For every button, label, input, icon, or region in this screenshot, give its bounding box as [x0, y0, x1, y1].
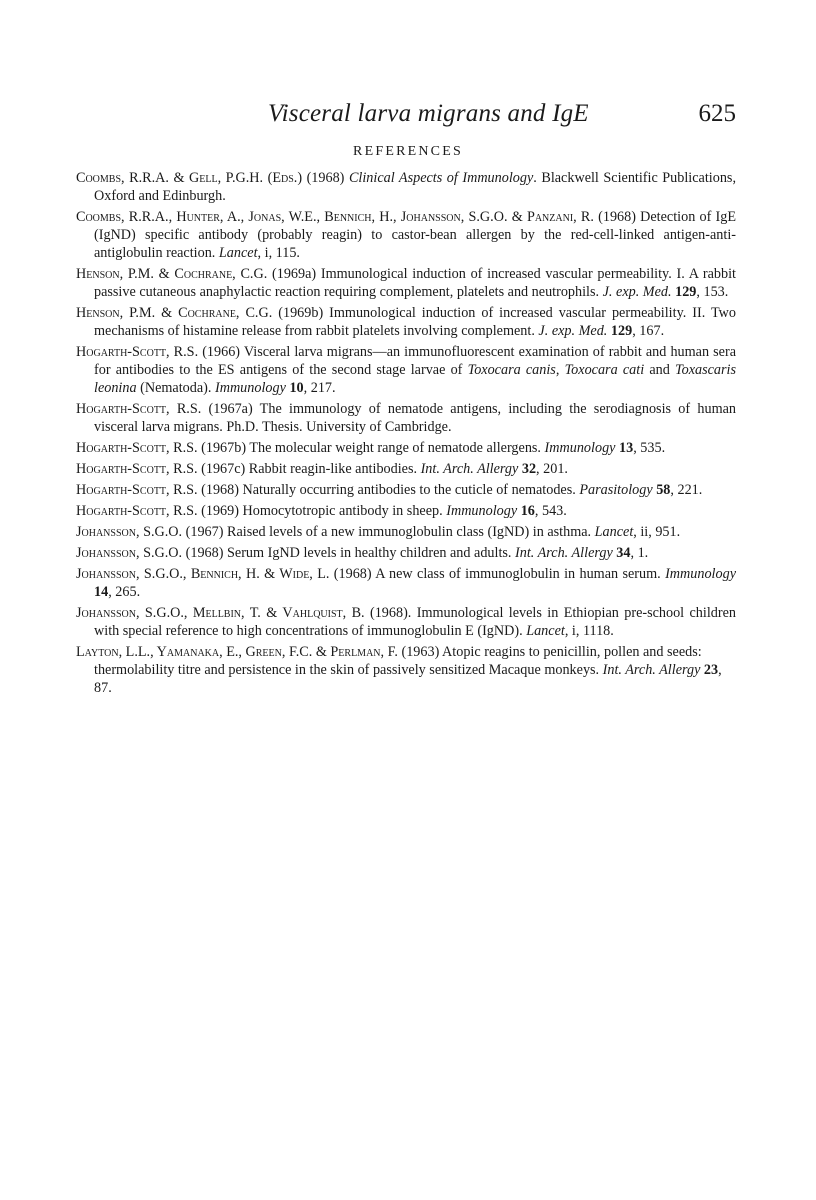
reference-hogarth-scott-1967b [76, 439, 736, 457]
ref-journal: Int. Arch. Allergy [602, 662, 701, 678]
ref-journal: Lancet [594, 524, 634, 540]
ref-volume: 58 [656, 482, 671, 498]
reference-hogarth-scott-1968 [76, 481, 736, 499]
ref-authors: Johansson, S.G.O., Mellbin, T. & Vahlquist, B. [76, 605, 365, 621]
ref-pages: , 217. [303, 380, 336, 396]
ref-journal: Lancet [218, 245, 258, 261]
reference-johansson-mellbin-1968 [76, 604, 736, 640]
ref-pages: , 543. [534, 503, 567, 519]
ref-text: (1968) A new class of immunoglobulin in human serum. [329, 566, 666, 582]
ref-text: (1968) [302, 170, 349, 186]
ref-volume: 16 [520, 503, 535, 519]
ref-text: , i, 115. [257, 245, 300, 261]
page-number: 625 [698, 100, 736, 127]
ref-text: (1968) Serum IgND levels in healthy children and adults. [182, 545, 516, 561]
ref-journal: Parasitology [579, 482, 653, 498]
ref-pages: , 265. [108, 584, 141, 600]
reference-johansson-bennich-wide-1968 [76, 565, 736, 601]
ref-volume: 13 [619, 440, 634, 456]
section-heading: REFERENCES [353, 144, 463, 159]
ref-authors: Johansson, S.G.O., Bennich, H. & Wide, L. [76, 566, 330, 582]
running-head [76, 100, 736, 136]
ref-text: (1967a) The immunology of nematode antigens, including the serodiagnosis of human visceral larva migrans. Ph.D. Thesis. University of Cambridge. [94, 401, 736, 435]
ref-text: (Nematoda). [136, 380, 215, 396]
ref-authors: Hogarth-Scott, R.S. [76, 482, 198, 498]
ref-text: (1968). Immunological levels in Ethiopian pre-school children with special reference to high concentrations of immunoglobulin E (IgND). [94, 605, 736, 639]
ref-journal: Immunology [544, 440, 616, 456]
ref-authors: Henson, P.M. & Cochrane, C.G. [76, 266, 268, 282]
ref-text: (1969a) Immunological induction of increased vascular permeability. I. A rabbit passive cutaneous anaphylactic reaction requiring complement, platelets and neutrophils. [94, 266, 736, 300]
ref-journal: Int. Arch. Allergy [515, 545, 613, 561]
ref-text: (1967b) The molecular weight range of nematode allergens. [197, 440, 545, 456]
ref-authors: Coombs, R.R.A., Hunter, A., Jonas, W.E., Bennich, H., Johansson, S.G.O. & Panzani, R. [76, 209, 594, 225]
ref-volume: 129 [610, 323, 633, 339]
ref-volume: 34 [616, 545, 631, 561]
ref-authors: Henson, P.M. & Cochrane, C.G. [76, 305, 273, 321]
reference-johansson-1967 [76, 523, 736, 541]
ref-text: (1967) Raised levels of a new immunoglobulin class (IgND) in asthma. [182, 524, 595, 540]
ref-text: (1969b) Immunological induction of increased vascular permeability. II. Two mechanisms of histamine release from rabbit platelets involving complement. [94, 305, 737, 339]
ref-volume: 129 [675, 284, 697, 300]
ref-text: and [644, 362, 676, 378]
ref-authors: Hogarth-Scott, R.S. [76, 503, 198, 519]
ref-text: (1969) Homocytotropic antibody in sheep. [197, 503, 447, 519]
ref-volume: 14 [94, 584, 109, 600]
ref-text: , [555, 362, 565, 378]
ref-authors: Coombs, R.R.A. & Gell, P.G.H. (Eds.) [76, 170, 303, 186]
reference-coombs-hunter-1968 [76, 208, 736, 262]
ref-authors: Hogarth-Scott, R.S. [76, 401, 202, 417]
reference-hogarth-scott-1969 [76, 502, 736, 520]
ref-authors: Hogarth-Scott, R.S. [76, 440, 198, 456]
ref-text: . Blackwell Scientific Publications, Oxford and Edinburgh. [94, 170, 736, 204]
ref-text: , ii, 951. [633, 524, 681, 540]
ref-authors: Johansson, S.G.O. [76, 524, 183, 540]
reference-henson-cochrane-1969a [76, 265, 736, 301]
ref-authors: Layton, L.L., Yamanaka, E., Green, F.C. & Perlman, F. [76, 644, 398, 660]
reference-layton-1963 [76, 643, 736, 697]
ref-journal: J. exp. Med. [602, 284, 672, 300]
reference-coombs-gell-1968 [76, 169, 736, 205]
ref-volume: 32 [521, 461, 537, 477]
ref-authors: Hogarth-Scott, R.S. [76, 344, 199, 360]
ref-authors: Hogarth-Scott, R.S. [76, 461, 198, 477]
ref-species: Toxocara canis [467, 362, 556, 378]
reference-johansson-1968 [76, 544, 736, 562]
ref-journal: Immunology [214, 380, 286, 396]
reference-hogarth-scott-1967a [76, 400, 736, 436]
ref-journal: Immunology [665, 566, 736, 582]
ref-text: (1966) Visceral larva migrans—an immunofluorescent examination of rabbit and human sera for antibodies to the ES antigens of the second stage larvae of [94, 344, 737, 378]
ref-book-title: Clinical Aspects of Immunology [348, 170, 534, 186]
ref-volume: 23 [703, 662, 719, 678]
ref-pages: , 1. [630, 545, 649, 561]
ref-volume: 10 [289, 380, 304, 396]
ref-species: Toxascaris leonina [94, 362, 737, 396]
ref-text: , i, 1118. [564, 623, 614, 639]
ref-species: Toxocara cati [564, 362, 645, 378]
reference-list [76, 169, 736, 700]
ref-pages: , 535. [633, 440, 666, 456]
ref-text: (1967c) Rabbit reagin-like antibodies. [197, 461, 421, 477]
ref-pages: , 87. [94, 662, 722, 696]
ref-pages: , 167. [632, 323, 665, 339]
ref-pages: , 221. [670, 482, 703, 498]
running-title: Visceral larva migrans and IgE [268, 100, 589, 127]
ref-text: (1963) Atopic reagins to penicillin, pollen and seeds: thermolability titre and persistence in the skin of passively sensitized Macaque monkeys. [94, 644, 702, 678]
ref-text: (1968) Detection of IgE (IgND) specific antibody (probably reagin) to castor-bean allergen by the red-cell-linked antigen-anti-antiglobulin reaction. [94, 209, 736, 261]
ref-pages: , 153. [696, 284, 729, 300]
reference-hogarth-scott-1966 [76, 343, 736, 397]
ref-text: (1968) Naturally occurring antibodies to the cuticle of nematodes. [197, 482, 580, 498]
ref-journal: Immunology [446, 503, 518, 519]
ref-journal: Int. Arch. Allergy [420, 461, 519, 477]
ref-journal: Lancet [526, 623, 565, 639]
reference-hogarth-scott-1967c [76, 460, 736, 478]
reference-henson-cochrane-1969b [76, 304, 736, 340]
ref-authors: Johansson, S.G.O. [76, 545, 183, 561]
ref-journal: J. exp. Med. [538, 323, 608, 339]
ref-pages: , 201. [536, 461, 568, 477]
